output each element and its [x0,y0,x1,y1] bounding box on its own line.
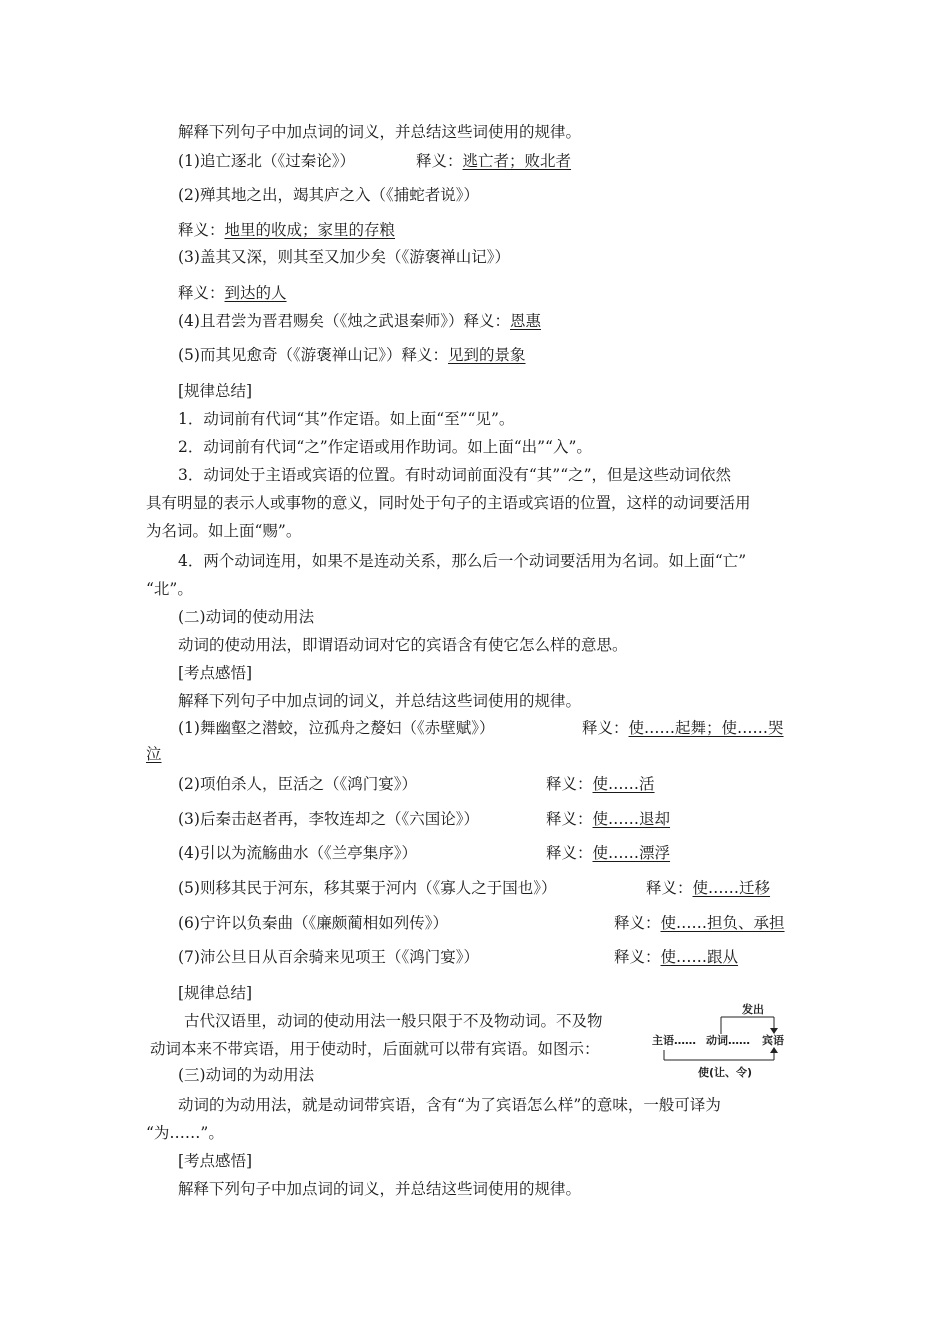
answer-row [178,219,395,241]
diagram-object: 宾语 [762,1034,784,1047]
definition-text: “为……”。 [146,1124,224,1142]
answer-label: 释义： [614,914,661,932]
answer-row [582,717,784,739]
answer-text: 见到的景象 [447,346,526,364]
rule-text: 3．动词处于主语或宾语的位置。有时动词前面没有“其”“之”，但是这些动词依然 [178,466,732,484]
exercise-heading: [考点感悟] [178,664,253,682]
exercise-item [178,150,355,172]
exercise-item [178,808,479,830]
instruction-text: 解释下列句子中加点词的词义，并总结这些词使用的规律。 [178,1180,582,1198]
exercise-sentence: (1)追亡逐北（《过秦论》） [178,152,355,170]
diagram-bottom-label: 使(让、令) [698,1066,753,1079]
exercise-sentence: (3)后秦击赵者再，李牧连却之（《六国论》） [178,810,479,828]
exercise-item [178,877,556,899]
answer-text: 使……漂浮 [592,844,671,862]
answer-row [178,282,287,304]
exercise-item [178,184,479,206]
exercise-item [178,842,417,864]
exercise-item [178,344,526,366]
rule-text: “北”。 [146,580,193,598]
summary-text: 动词本来不带宾语，用于使动时，后面就可以带有宾语。如图示： [150,1040,600,1058]
answer-row [546,773,655,795]
answer-label: 释义： [546,844,593,862]
answer-label: 释义： [178,221,225,239]
answer-text: 使……跟从 [660,948,739,966]
answer-row [614,912,785,934]
causative-diagram [650,1000,800,1082]
instruction-text: 解释下列句子中加点词的词义，并总结这些词使用的规律。 [178,692,582,710]
answer-label: 释义： [646,879,693,897]
exercise-sentence: (2)项伯杀人，臣活之（《鸿门宴》） [178,775,417,793]
answer-row [646,877,770,899]
exercise-item [178,246,510,268]
answer-row [546,842,670,864]
definition-text: 动词的使动用法，即谓语动词对它的宾语含有使它怎么样的意思。 [178,636,628,654]
exercise-item [178,912,448,934]
exercise-sentence: (4)且君尝为晋君赐矣（《烛之武退秦师》） [178,312,464,330]
exercise-sentence: (6)宁许以负秦曲（《廉颇蔺相如列传》） [178,914,448,932]
section-heading: (二)动词的使动用法 [178,608,315,626]
exercise-heading: [考点感悟] [178,1152,253,1170]
exercise-item [178,310,541,332]
answer-row [614,946,738,968]
answer-label: 释义： [416,152,463,170]
rule-text: 2．动词前有代词“之”作定语或用作助词。如上面“出”“入”。 [178,438,592,456]
answer-label: 释义： [463,312,510,330]
rule-text: 为名词。如上面“赐”。 [146,522,302,540]
answer-label: 释义： [178,284,225,302]
answer-text: 使……担负、承担 [660,914,785,932]
instruction-text: 解释下列句子中加点词的词义，并总结这些词使用的规律。 [178,123,582,141]
answer-text: 到达的人 [224,284,287,302]
summary-heading: [规律总结] [178,984,253,1002]
summary-text: 古代汉语里，动词的使动用法一般只限于不及物动词。不及物 [184,1012,603,1030]
answer-row [546,808,670,830]
rule-text: 1．动词前有代词“其”作定语。如上面“至”“见”。 [178,410,515,428]
answer-text: 使……活 [592,775,655,793]
answer-label: 释义： [614,948,661,966]
exercise-item [178,717,494,739]
answer-text: 恩惠 [509,312,541,330]
exercise-item [178,773,417,795]
answer-text: 泣 [146,745,162,763]
definition-text: 动词的为动用法，就是动词带宾语，含有“为了宾语怎么样”的意味，一般可译为 [178,1096,721,1114]
diagram-arrowhead [770,1047,778,1053]
exercise-sentence: (7)沛公旦日从百余骑来见项王（《鸿门宴》） [178,948,479,966]
answer-label: 释义： [546,810,593,828]
exercise-sentence: (2)殚其地之出，竭其庐之入（《捕蛇者说》） [178,186,479,204]
exercise-sentence: (5)则移其民于河东，移其粟于河内（《寡人之于国也》） [178,879,557,897]
rule-text: 4．两个动词连用，如果不是连动关系，那么后一个动词要活用为名词。如上面“亡” [178,552,747,570]
answer-text: 使……退却 [592,810,671,828]
answer-label: 释义： [582,719,629,737]
answer-text: 使……起舞；使……哭 [628,719,784,737]
rule-text: 具有明显的表示人或事物的意义，同时处于句子的主语或宾语的位置，这样的动词要活用 [146,494,751,512]
diagram-subject: 主语…… [652,1034,696,1047]
answer-text: 使……迁移 [692,879,771,897]
exercise-sentence: (1)舞幽壑之潜蛟，泣孤舟之嫠妇（《赤壁赋》） [178,719,495,737]
section-heading: (三)动词的为动用法 [178,1066,315,1084]
answer-continuation [146,743,162,765]
answer-text: 地里的收成；家里的存粮 [224,221,396,239]
answer-row [416,150,571,172]
answer-label: 释义： [546,775,593,793]
exercise-sentence: (3)盖其又深，则其至又加少矣（《游褒禅山记》） [178,248,510,266]
summary-heading: [规律总结] [178,382,253,400]
answer-label: 释义： [401,346,448,364]
answer-text: 逃亡者；败北者 [462,152,572,170]
diagram-verb: 动词…… [706,1034,750,1047]
exercise-sentence: (4)引以为流觞曲水（《兰亭集序》） [178,844,417,862]
exercise-sentence: (5)而其见愈奇（《游褒禅山记》） [178,346,402,364]
exercise-item [178,946,479,968]
diagram-top-label: 发出 [742,1003,764,1016]
